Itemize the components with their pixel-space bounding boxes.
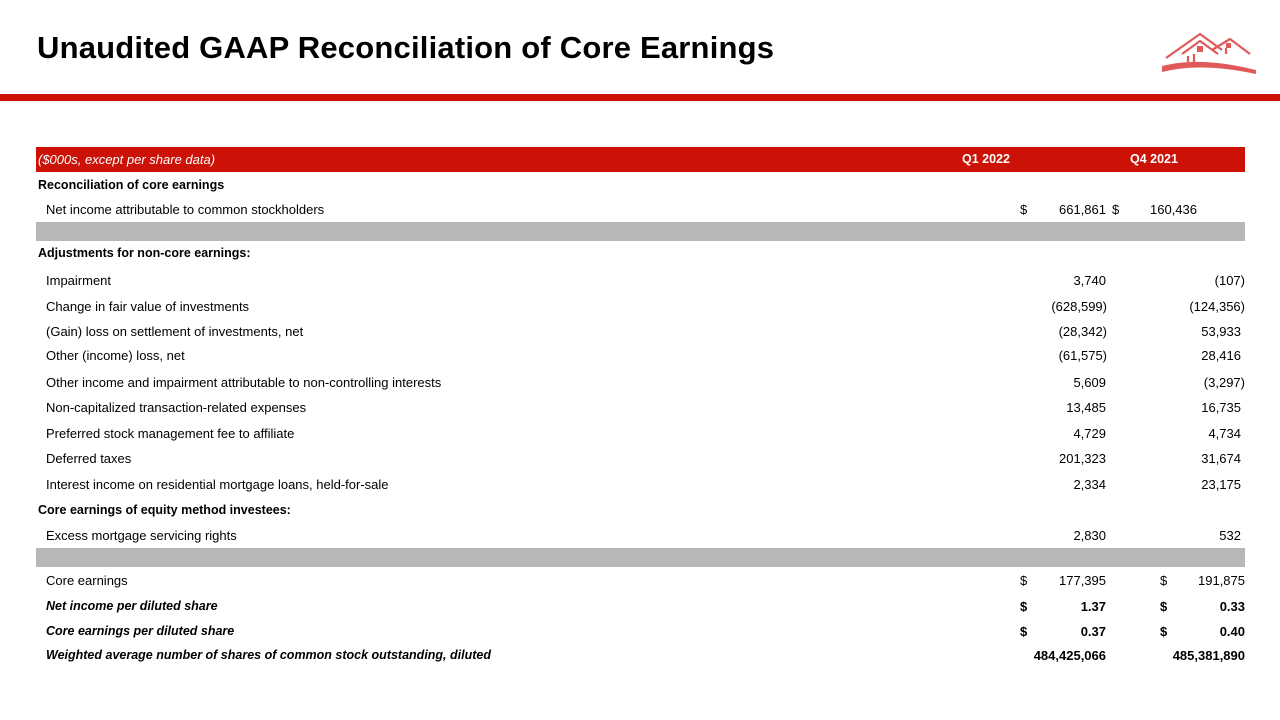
reconciliation-table (36, 147, 1245, 663)
table-row-weighted-shares: Weighted average number of shares of common stock outstanding, diluted 484,425,066 485,381,890 (46, 648, 1245, 663)
table-row-excess-msr: Excess mortgage servicing rights 2,830 532 (46, 528, 1241, 543)
column-header-q4-2021: Q4 2021 (1130, 152, 1178, 166)
section-heading-equity-investees: Core earnings of equity method investees: (38, 503, 291, 517)
table-row: Deferred taxes 201,323 31,674 (46, 451, 1241, 466)
table-row: Interest income on residential mortgage loans, held-for-sale 2,334 23,175 (46, 477, 1241, 492)
table-header (36, 147, 1245, 172)
table-row-net-income: Net income attributable to common stockholders $ 661,861 $ 160,436 (46, 202, 1197, 217)
separator-band (36, 222, 1245, 241)
section-heading-reconciliation: Reconciliation of core earnings (38, 178, 225, 192)
title-divider (0, 94, 1280, 101)
separator-band (36, 548, 1245, 567)
table-row: Non-capitalized transaction-related expenses 13,485 16,735 (46, 400, 1241, 415)
house-roof-logo-icon (1160, 30, 1258, 78)
table-row-net-income-per-share: Net income per diluted share $ 1.37 $ 0.33 (46, 599, 1245, 614)
section-heading-adjustments: Adjustments for non-core earnings: (38, 246, 251, 260)
table-row: Other income and impairment attributable to non-controlling interests 5,609 (3,297) (46, 375, 1245, 390)
table-row: (Gain) loss on settlement of investments, net (28,342) 53,933 (46, 324, 1241, 339)
page-title: Unaudited GAAP Reconciliation of Core Earnings (37, 30, 775, 65)
units-note: ($000s, except per share data) (38, 152, 216, 167)
table-row-core-earnings-per-share: Core earnings per diluted share $ 0.37 $ 0.40 (46, 624, 1245, 639)
column-header-q1-2022: Q1 2022 (962, 152, 1010, 166)
table-row: Impairment 3,740 (107) (46, 273, 1245, 288)
table-row-core-earnings: Core earnings $ 177,395 $ 191,875 (46, 573, 1245, 588)
table-row: Other (income) loss, net (61,575) 28,416 (46, 348, 1241, 363)
table-row: Change in fair value of investments (628,599) (124,356) (46, 299, 1245, 314)
table-row: Preferred stock management fee to affiliate 4,729 4,734 (46, 426, 1241, 441)
